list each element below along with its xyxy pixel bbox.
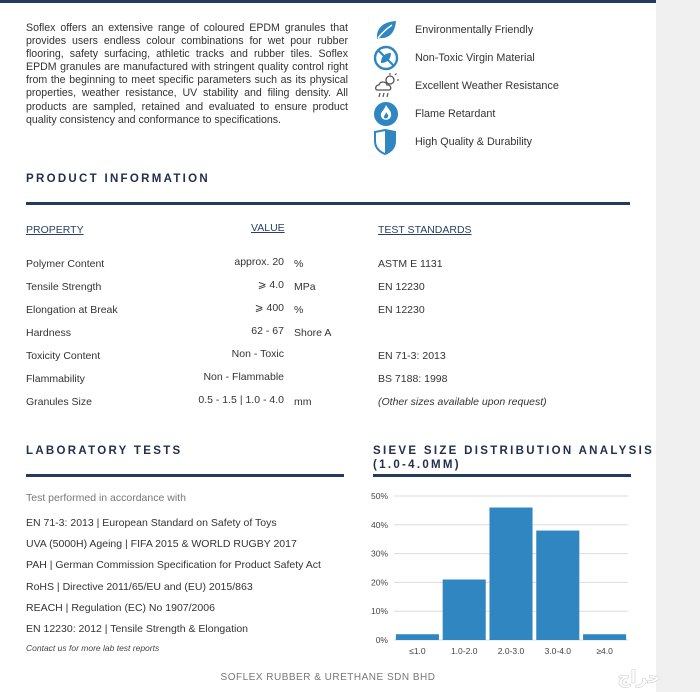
unit-cell: % (294, 258, 304, 270)
header-value: VALUE (251, 222, 285, 234)
property-cell: Polymer Content (26, 258, 105, 270)
unit-cell: mm (294, 396, 312, 408)
property-cell: Flammability (26, 373, 85, 385)
value-cell: Non - Toxic (231, 348, 284, 360)
bar (443, 580, 486, 640)
bar (489, 508, 532, 640)
property-cell: Toxicity Content (26, 350, 101, 362)
non-toxic-icon (373, 44, 403, 72)
sieve-title: SIEVE SIZE DISTRIBUTION ANALYSIS (373, 445, 655, 457)
lab-test-item: PAH | German Commission Specification for Product Safety Act (26, 559, 321, 571)
product-info-title: PRODUCT INFORMATION (26, 173, 211, 185)
lab-test-item: EN 12230: 2012 | Tensile Strength & Elongation (26, 623, 249, 635)
feature-list (373, 16, 643, 156)
sieve-chart (358, 480, 648, 664)
y-tick-label: 20% (370, 577, 388, 588)
value-cell: approx. 20 (234, 256, 284, 268)
flame-icon (373, 100, 403, 128)
standard-cell: EN 71-3: 2013 (378, 350, 446, 362)
unit-cell: MPa (294, 281, 316, 293)
header-test-standards: TEST STANDARDS (378, 224, 472, 236)
x-tick-label: 2.0-3.0 (497, 646, 525, 656)
standard-cell: EN 12230 (378, 304, 425, 316)
sieve-rule (373, 474, 631, 477)
bar (396, 634, 439, 640)
lab-tests-title: LABORATORY TESTS (26, 445, 183, 457)
x-tick-label: 1.0-2.0 (450, 646, 478, 656)
feature-item (373, 44, 643, 72)
header-property: PROPERTY (26, 224, 84, 236)
lab-test-item: REACH | Regulation (EC) No 1907/2006 (26, 602, 215, 614)
feature-label: Environmentally Friendly (415, 24, 534, 36)
contact-note[interactable]: Contact us for more lab test reports (26, 643, 160, 653)
standard-cell: EN 12230 (378, 281, 425, 293)
intro-paragraph: Soflex offers an extensive range of coloured EPDM granules that provides users endless colour combinations for wet pour rubber flooring, safety surfacing, athletic tracks and rubber tiles. Soflex EPDM granules are manufactured with stringent quality control right from the beginning to meet specific parameters such as its physical properties, weather resistance, UV stability and filing density. All products are sampled, retained and evaluated to ensure product quality consistency and conformance to specifications. (26, 22, 348, 126)
footer-company: SOFLEX RUBBER & URETHANE SDN BHD (220, 672, 436, 683)
standard-cell: (Other sizes available upon request) (378, 396, 547, 408)
x-tick-label: 3.0-4.0 (544, 646, 572, 656)
x-tick-label: ≥4.0 (596, 646, 613, 656)
value-cell: 62 - 67 (251, 325, 284, 337)
bar (536, 531, 579, 640)
standard-cell: BS 7188: 1998 (378, 373, 448, 385)
standard-cell: ASTM E 1131 (378, 258, 443, 270)
feature-item (373, 128, 643, 156)
value-cell: ⩾ 4.0 (257, 279, 284, 291)
lab-test-item: RoHS | Directive 2011/65/EU and (EU) 2015/863 (26, 581, 253, 593)
svg-text:حراج: حراج (617, 667, 661, 688)
property-cell: Elongation at Break (26, 304, 118, 316)
top-rule (0, 0, 656, 3)
leaf-icon (373, 16, 403, 44)
feature-item (373, 72, 643, 100)
feature-label: Non-Toxic Virgin Material (415, 52, 535, 64)
lab-tests-rule (26, 474, 344, 477)
property-cell: Hardness (26, 327, 71, 339)
lab-test-item: EN 71-3: 2013 | European Standard on Safety of Toys (26, 517, 277, 529)
feature-item (373, 100, 643, 128)
feature-label: Excellent Weather Resistance (415, 80, 559, 92)
value-cell: Non - Flammable (203, 371, 284, 383)
unit-cell: Shore A (294, 327, 332, 339)
bar (583, 634, 626, 640)
product-info-rule (26, 202, 630, 205)
y-tick-label: 40% (370, 519, 388, 530)
feature-label: Flame Retardant (415, 108, 496, 120)
weather-icon (373, 72, 403, 100)
property-cell: Granules Size (26, 396, 92, 408)
feature-item (373, 16, 643, 44)
shield-icon (373, 128, 403, 156)
value-cell: 0.5 - 1.5 | 1.0 - 4.0 (198, 394, 284, 406)
sieve-subtitle: (1.0-4.0MM) (373, 459, 461, 471)
y-tick-label: 30% (370, 548, 388, 559)
property-cell: Tensile Strength (26, 281, 102, 293)
unit-cell: % (294, 304, 304, 316)
feature-label: High Quality & Durability (415, 136, 533, 148)
watermark-logo (584, 664, 694, 688)
y-tick-label: 10% (370, 606, 388, 617)
lab-subtitle: Test performed in accordance with (26, 492, 186, 504)
lab-test-item: UVA (5000H) Ageing | FIFA 2015 & WORLD RUGBY 2017 (26, 538, 297, 550)
value-cell: ⩾ 400 (254, 302, 284, 314)
y-tick-label: 50% (370, 491, 388, 501)
x-tick-label: ≤1.0 (409, 646, 426, 656)
y-tick-label: 0% (375, 635, 388, 645)
